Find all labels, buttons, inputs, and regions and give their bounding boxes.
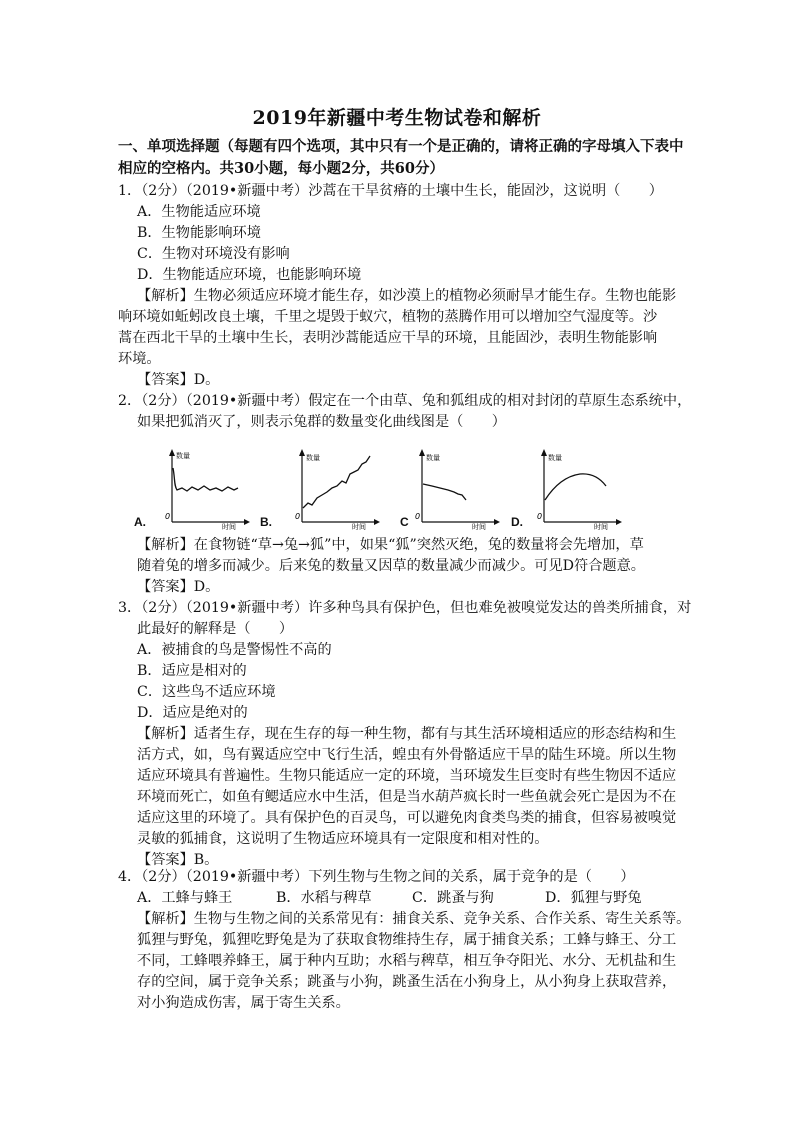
- q2-answer: 【答案】D。: [137, 579, 220, 595]
- q1-analysis-line: 蒿在西北干旱的土壤中生长，表明沙蒿能适应干旱的环境，且能固沙，表明生物能影响: [118, 330, 658, 346]
- q2-analysis-line: 随着兔的增多而减少。后来兔的数量又因草的数量减少而减少。可见D符合题意。: [137, 558, 645, 574]
- q3-analysis-line: 活方式，如，鸟有翼适应空中飞行生活，蝗虫有外骨骼适应干旱的陆生环境。所以生物: [137, 747, 677, 763]
- graph-a-x-label: 时间: [222, 523, 236, 530]
- q4-analysis-line: 对小狗造成伤害，属于寄生关系。: [137, 995, 350, 1011]
- q3-analysis-line: 灵敏的狐捕食，这说明了生物适应环境具有一定限度和相对性的。: [137, 831, 549, 847]
- q1-stem: 1．（2分）（2019•新疆中考）沙蒿在干旱贫瘠的土壤中生长，能固沙，这说明（ ）: [118, 183, 663, 199]
- q4-stem: 4．（2分）（2019•新疆中考）下列生物与生物之间的关系，属于竞争的是（ ）: [118, 869, 635, 885]
- graph-d-x-label: 时间: [594, 523, 608, 530]
- graph-b-origin: 0: [295, 512, 301, 521]
- q2-analysis-line: 【解析】在食物链“草→兔→狐”中，如果“狐”突然灭绝，兔的数量将会先增加，草: [137, 537, 644, 553]
- graph-c-x-label: 时间: [472, 523, 486, 530]
- page-title: 2019年新疆中考生物试卷和解析: [252, 107, 542, 129]
- graph-a-y-label: 数量: [176, 452, 190, 460]
- q4-option-a: A．工蜂与蜂王: [137, 890, 233, 906]
- q4-option-d: D．狐狸与野兔: [545, 890, 642, 906]
- graph-a-letter: A.: [134, 515, 146, 529]
- graph-c-y-label: 数量: [426, 454, 440, 462]
- graph-b-y-label: 数量: [306, 454, 320, 462]
- q4-analysis-line: 不同，工蜂喂养蜂王，属于种内互助；水稻与稗草，相互争夺阳光、水分、无机盐和生: [137, 953, 677, 969]
- section-heading-line-1: 一、单项选择题（每题有四个选项，其中只有一个是正确的，请将正确的字母填入下表中: [118, 138, 684, 155]
- graph-d-letter: D.: [511, 515, 523, 529]
- q1-analysis-line: 【解析】生物必须适应环境才能生存，如沙漠上的植物必须耐旱才能生存。生物也能影: [137, 288, 677, 304]
- q3-analysis-line: 【解析】适者生存，现在生存的每一种生物，都有与其生活环境相适应的形态结构和生: [137, 726, 677, 742]
- graph-a: [152, 448, 252, 530]
- q1-option-a: A．生物能适应环境: [137, 204, 261, 220]
- q3-option-d: D．适应是绝对的: [137, 705, 248, 721]
- graph-a-origin: 0: [165, 512, 171, 521]
- q1-option-b: B．生物能影响环境: [137, 225, 261, 241]
- q1-analysis-line: 响环境如蚯蚓改良土壤，千里之堤毁于蚁穴，植物的蒸腾作用可以增加空气湿度等。沙: [118, 309, 658, 325]
- section-heading-line-2: 相应的空格内。共30小题，每小题2分，共60分）: [118, 160, 444, 177]
- graph-d: [524, 448, 624, 530]
- q4-option-b: B．水稻与稗草: [276, 890, 372, 906]
- q4-analysis-line: 狐狸与野兔，狐狸吃野兔是为了获取食物维持生存，属于捕食关系；工蜂与蜂王、分工: [137, 932, 677, 948]
- q4-option-c: C．跳蚤与狗: [412, 890, 494, 906]
- graph-c-origin: 0: [415, 512, 421, 521]
- q3-option-b: B．适应是相对的: [137, 663, 247, 679]
- q4-analysis-line: 存的空间，属于竞争关系；跳蚤与小狗，跳蚤生活在小狗身上，从小狗身上获取营养，: [137, 974, 677, 990]
- graph-c: [402, 448, 502, 530]
- q3-analysis-line: 适应环境具有普遍性。生物只能适应一定的环境，当环境发生巨变时有些生物因不适应: [137, 768, 677, 784]
- q3-stem-line-2: 此最好的解释是（ ）: [137, 621, 294, 637]
- graph-d-y-label: 数量: [548, 454, 562, 462]
- q1-option-d: D．生物能适应环境，也能影响环境: [137, 267, 362, 283]
- q1-answer: 【答案】D。: [137, 372, 220, 388]
- q3-stem-line-1: 3．（2分）（2019•新疆中考）许多种鸟具有保护色，但也难免被嗅觉发达的兽类所捕食，对: [118, 600, 692, 616]
- q2-stem-line-2: 如果把狐消灭了，则表示兔群的数量变化曲线图是（ ）: [137, 414, 506, 430]
- graph-d-origin: 0: [537, 512, 543, 521]
- q4-analysis-line: 【解析】生物与生物之间的关系常见有：捕食关系、竞争关系、合作关系、寄生关系等。: [137, 911, 691, 927]
- q3-analysis-line: 环境而死亡，如鱼有鳃适应水中生活，但是当水葫芦疯长时一些鱼就会死亡是因为不在: [137, 789, 677, 805]
- q3-analysis-line: 适应这里的环境了。具有保护色的百灵鸟，可以避免肉食类鸟类的捕食，但容易被嗅觉: [137, 810, 677, 826]
- graph-b-x-label: 时间: [352, 523, 366, 530]
- q1-option-c: C．生物对环境没有影响: [137, 246, 290, 262]
- q3-option-c: C．这些鸟不适应环境: [137, 684, 276, 700]
- graph-b: [282, 448, 382, 530]
- q3-answer: 【答案】B。: [137, 852, 219, 868]
- q1-analysis-line: 环境。: [118, 351, 161, 367]
- q3-option-a: A．被捕食的鸟是警惕性不高的: [137, 642, 332, 658]
- q2-stem-line-1: 2．（2分）（2019•新疆中考）假定在一个由草、兔和狐组成的相对封闭的草原生态系统中，: [118, 393, 692, 409]
- graph-b-letter: B.: [260, 515, 272, 529]
- graph-c-letter: C: [400, 515, 409, 529]
